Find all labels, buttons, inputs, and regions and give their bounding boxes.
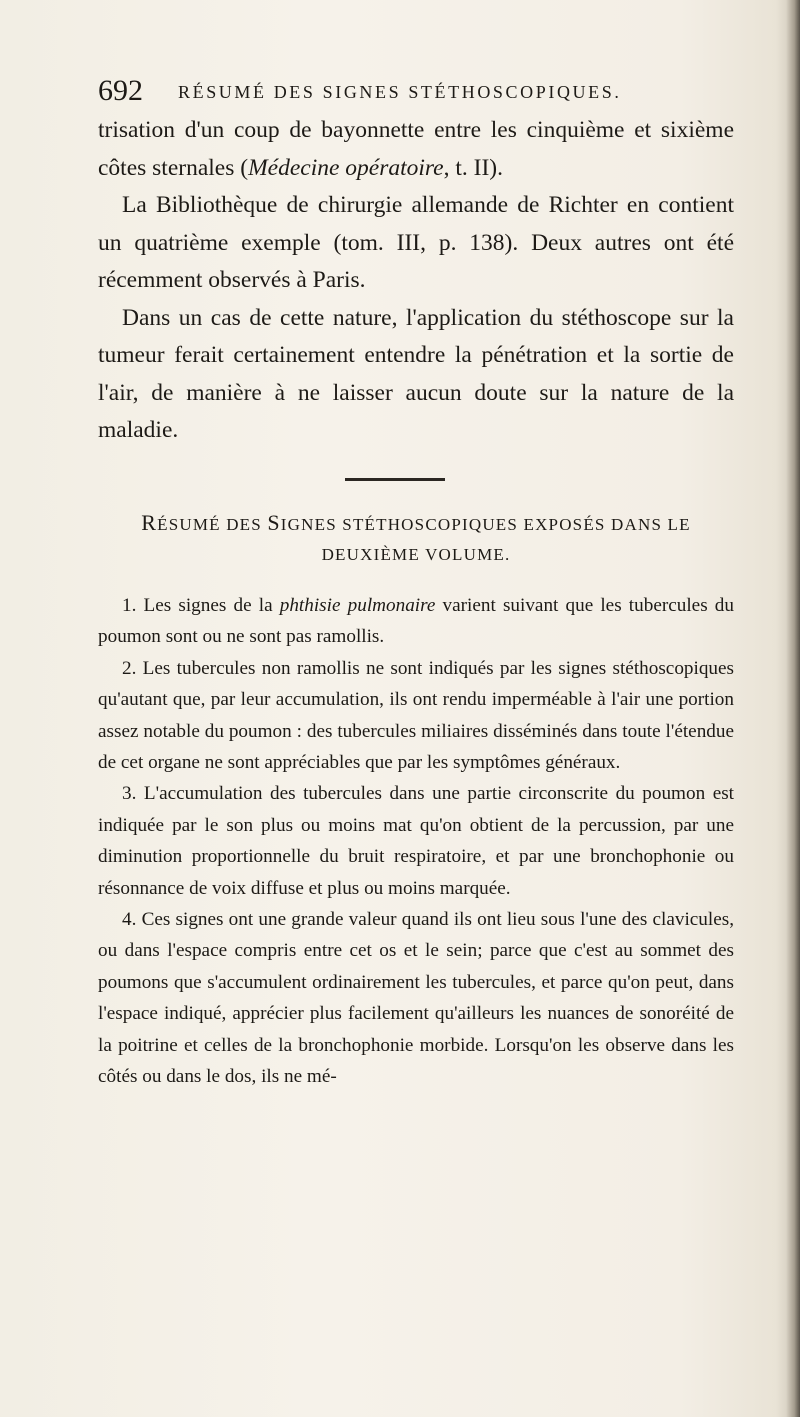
italic-title: Médecine opératoire xyxy=(248,154,444,181)
paragraph: Dans un cas de cette nature, l'application du stéthoscope sur la tumeur ferait certainement entendre la pénétration et la sortie de l'air, de manière à ne laisser aucun doute sur la nature de la maladie. xyxy=(98,304,734,443)
item-italic-term: phthisie pulmonaire xyxy=(279,595,436,616)
title-initial: S xyxy=(267,510,281,535)
body-text xyxy=(98,112,734,450)
paragraph-text: trisation d'un coup de bayonnette entre les cinquième et sixième côtes sternales ( xyxy=(98,117,734,181)
item-text: varient suivant que les tubercules du poumon sont ou ne sont pas ramollis. xyxy=(98,595,734,648)
item-text: Les tubercules non ramollis ne sont indiqués par les signes stéthoscopiques qu'autant que, par leur accumulation, ils ont rendu imperméable à l'air une portion assez notable du poumon : des tubercules miliaires disséminés dans toute l'étendue de cet organe ne sont appréciables que par les symptômes généraux. xyxy=(98,657,735,774)
paragraph: La Bibliothèque de chirurgie allemande de Richter en contient un quatrième exemple (tom. III, p. 138). Deux autres ont été récemment observés à Paris. xyxy=(98,192,734,293)
page-edge-shadow xyxy=(786,0,800,1417)
item-number: 4. xyxy=(122,909,137,931)
list-item xyxy=(98,904,734,1092)
list-item xyxy=(98,778,734,904)
title-text: IGNES STÉTHOSCOPIQUES EXPOSÉS DANS LE xyxy=(280,515,691,534)
item-text: Les signes de la xyxy=(143,595,280,616)
list-item xyxy=(98,653,734,779)
item-number: 1. xyxy=(122,595,137,616)
list-item xyxy=(98,590,734,653)
paragraph-continuation xyxy=(98,112,734,187)
running-head: RÉSUMÉ DES SIGNES STÉTHOSCOPIQUES. xyxy=(178,82,622,102)
section-title xyxy=(98,508,734,570)
title-text: ÉSUMÉ DES xyxy=(157,515,268,534)
item-text: Ces signes ont une grande valeur quand ils ont lieu sous l'une des clavicules, ou dans l'espace compris entre cet os et le sein; parce que c'est au sommet des poumons que s'accumulent ordinairement les tubercules, et parce qu'on peut, dans l'espace indiqué, apprécier plus facilement qu'ailleurs les nuances de sonoréité de la poitrine et celles de la bronchophonie morbide. Lorsqu'on les observe dans les côtés ou dans le dos, ils ne mé- xyxy=(98,909,734,1088)
section-title-line1 xyxy=(98,508,734,540)
page-number: 692 xyxy=(98,74,143,107)
item-number: 3. xyxy=(122,783,137,805)
section-divider xyxy=(345,478,445,481)
item-text: L'accumulation des tubercules dans une partie circonscrite du poumon est indiquée par le son plus ou moins mat qu'on obtient de la percussion, par une diminution proportionnelle du bruit respiratoire, et par une bronchophonie ou résonnance de voix diffuse et plus ou moins marquée. xyxy=(98,783,735,899)
section-title-line2: DEUXIÈME VOLUME. xyxy=(321,545,511,564)
summary-list xyxy=(98,590,734,1093)
item-number: 2. xyxy=(122,657,137,679)
title-initial: R xyxy=(141,510,158,535)
page-header xyxy=(98,74,738,114)
paragraph-text: , t. II). xyxy=(443,154,504,181)
